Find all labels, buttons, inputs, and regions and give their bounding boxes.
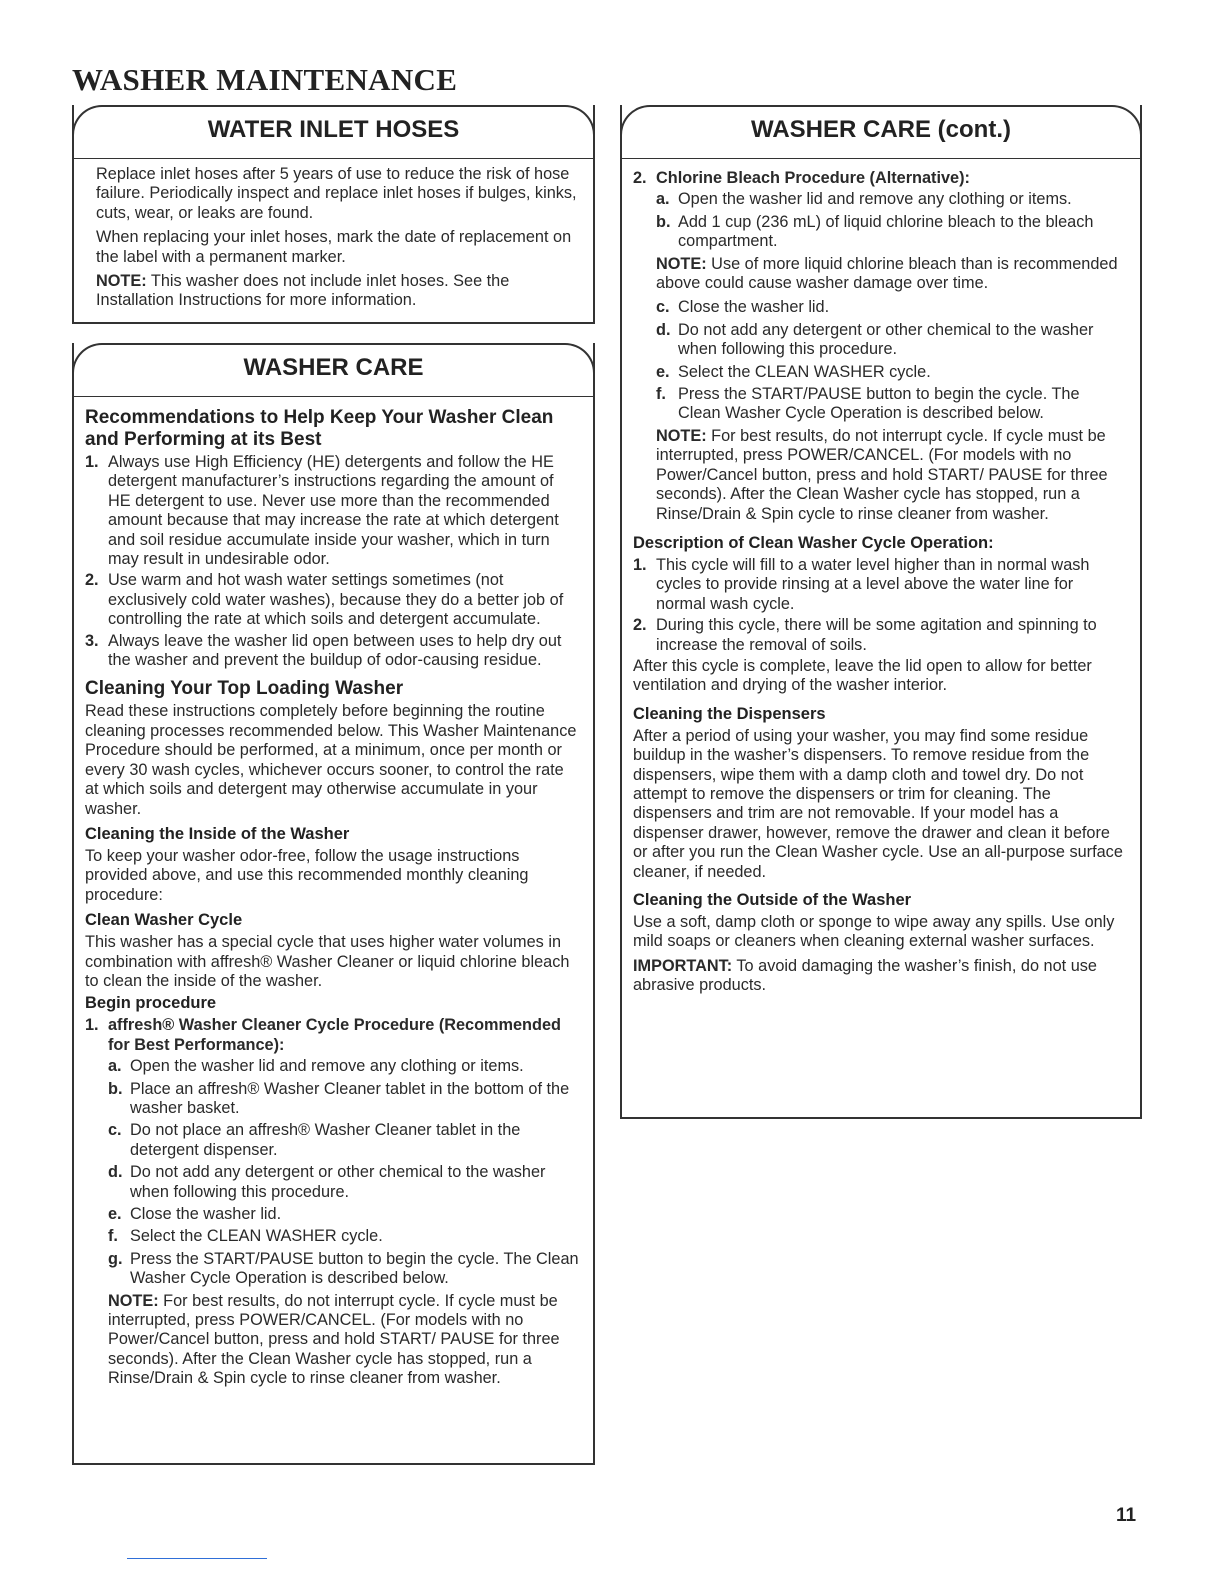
section-heading: WATER INLET HOSES	[207, 116, 460, 143]
paragraph: To keep your washer odor-free, follow the usage instructions provided above, and use this recommended monthly cleaning procedure:	[85, 846, 529, 904]
step-text: Do not add any detergent or other chemical to the washer when following this procedure.	[130, 1163, 546, 1201]
step-marker: b.	[656, 212, 671, 231]
step-item	[85, 1205, 579, 1224]
step-marker: a.	[108, 1057, 122, 1076]
note-label: NOTE:	[96, 272, 147, 291]
section-heading: WASHER CARE	[243, 354, 424, 381]
procedure-steps	[85, 1057, 579, 1288]
section-header	[72, 343, 595, 397]
step-marker: f.	[656, 385, 666, 404]
step-marker: c.	[656, 298, 670, 317]
washer-care-cont-section	[620, 105, 1142, 1119]
section-body	[74, 397, 593, 1463]
note-label: NOTE:	[656, 254, 707, 273]
note-text: This washer does not include inlet hoses. See the Installation Instructions for more information.	[96, 272, 510, 310]
list-item	[633, 556, 1126, 614]
step-item	[633, 298, 1126, 317]
step-text: Open the washer lid and remove any clothing or items.	[678, 190, 1072, 209]
step-text: Select the CLEAN WASHER cycle.	[130, 1227, 383, 1246]
list-marker: 1.	[633, 555, 647, 574]
step-marker: g.	[108, 1249, 123, 1268]
list-text: During this cycle, there will be some agitation and spinning to increase the removal of soils.	[656, 616, 1097, 654]
step-marker: f.	[108, 1227, 118, 1246]
section-heading: WASHER CARE (cont.)	[751, 116, 1011, 143]
step-item	[633, 321, 1126, 360]
procedure-title	[633, 169, 1126, 188]
step-item	[85, 1250, 579, 1289]
inside-heading: Cleaning the Inside of the Washer	[85, 824, 350, 843]
outside-heading: Cleaning the Outside of the Washer	[633, 891, 912, 909]
paragraph: This washer has a special cycle that uses higher water volumes in combination with affresh® Washer Cleaner or liquid chlorine bleach to clean the inside of the washer.	[85, 933, 570, 990]
step-text: Add 1 cup (236 mL) of liquid chlorine bleach to the bleach compartment.	[678, 212, 1094, 251]
step-item	[633, 190, 1126, 209]
step-text: Close the washer lid.	[130, 1205, 282, 1223]
recommendations-heading: Recommendations to Help Keep Your Washer Clean and Performing at its Best	[85, 407, 554, 450]
list-text: Use warm and hot wash water settings sometimes (not exclusively cold water washes), because they do a better job of controlling the rate at which soils and detergent accumulate.	[108, 571, 564, 629]
step-text: Open the washer lid and remove any clothing or items.	[130, 1057, 524, 1076]
important-note	[633, 957, 1126, 996]
step-item	[85, 1057, 579, 1076]
procedure-title-text: affresh® Washer Cleaner Cycle Procedure (Recommended for Best Performance):	[108, 1016, 561, 1054]
note	[633, 255, 1126, 294]
water-inlet-hoses-section	[72, 105, 595, 324]
list-marker: 3.	[85, 631, 99, 650]
paragraph: After a period of using your washer, you may find some residue buildup in the washer’s dispensers. To remove residue from the dispensers, wipe them with a damp cloth and towel dry. Do not attempt to remove the dispensers or trim for cleaning. The dispensers and trim are not removable. If your model has a dispenser drawer, however, remove the drawer and clean it before or after you run the Clean Washer cycle. Use an all-purpose surface cleaner, if needed.	[633, 726, 1123, 881]
important-text: To avoid damaging the washer’s finish, do not use abrasive products.	[633, 956, 1097, 995]
note-text: For best results, do not interrupt cycle. If cycle must be interrupted, press POWER/CANCEL. (For models with no Power/Cancel button, press and hold START/ PAUSE for three seconds). After the Clean Washer cycle has stopped, run a Rinse/Drain & Spin cycle to rinse cleaner from washer.	[108, 1291, 560, 1388]
footer-rule	[127, 1558, 267, 1559]
note-text: For best results, do not interrupt cycle. If cycle must be interrupted, press POWER/CANCEL. (For models with no Power/Cancel button, press and hold START/ PAUSE for three seconds). After the Clean Washer cycle has stopped, run a Rinse/Drain & Spin cycle to rinse cleaner from washer.	[656, 426, 1108, 523]
list-text: This cycle will fill to a water level higher than in normal wash cycles to provide rinsing at a level above the water line for normal wash cycle.	[656, 555, 1090, 613]
list-item	[85, 453, 579, 569]
washer-care-section	[72, 343, 595, 1465]
step-text: Press the START/PAUSE button to begin the cycle. The Clean Washer Cycle Operation is described below.	[130, 1249, 579, 1288]
step-text: Do not add any detergent or other chemical to the washer when following this procedure.	[678, 320, 1094, 359]
step-marker: c.	[108, 1121, 122, 1140]
step-text: Select the CLEAN WASHER cycle.	[678, 362, 931, 381]
list-text: Always leave the washer lid open between uses to help dry out the washer and prevent the buildup of odor-causing residue.	[108, 631, 562, 670]
step-text: Do not place an affresh® Washer Cleaner tablet in the detergent dispenser.	[130, 1121, 521, 1159]
step-item	[85, 1121, 579, 1160]
note	[85, 1292, 579, 1389]
procedure-title	[85, 1016, 579, 1055]
list-marker: 2.	[633, 616, 647, 635]
page-title: WASHER MAINTENANCE	[72, 62, 458, 97]
note-label: NOTE:	[656, 426, 707, 445]
step-text: Place an affresh® Washer Cleaner tablet in the bottom of the washer basket.	[130, 1079, 570, 1117]
recommendations-list	[85, 453, 579, 670]
paragraph: After this cycle is complete, leave the lid open to allow for better ventilation and drying of the washer interior.	[633, 656, 1092, 695]
dispensers-heading: Cleaning the Dispensers	[633, 704, 826, 723]
begin-heading: Begin procedure	[85, 994, 217, 1013]
list-item	[85, 632, 579, 671]
list-marker: 1.	[85, 453, 99, 471]
step-marker: e.	[108, 1205, 122, 1223]
note-label: NOTE:	[108, 1291, 159, 1310]
list-marker: 1.	[85, 1016, 99, 1035]
step-item	[85, 1227, 579, 1246]
list-text: Always use High Efficiency (HE) detergents and follow the HE detergent manufacturer’s instructions regarding the amount of HE detergent to use. Never use more than the recommended amount because that may increase the rate at which detergent and soil residue accumulate inside your washer, which in turn may result in undesirable odor.	[108, 453, 559, 569]
page-number: 11	[1116, 1505, 1137, 1526]
step-marker: a.	[656, 190, 670, 209]
paragraph: Replace inlet hoses after 5 years of use to reduce the risk of hose failure. Periodically inspect and replace inlet hoses if bulges, kinks, cuts, wear, or leaks are found.	[96, 165, 577, 222]
cleaning-heading: Cleaning Your Top Loading Washer	[85, 678, 404, 700]
step-marker: d.	[656, 320, 671, 339]
paragraph: Use a soft, damp cloth or sponge to wipe away any spills. Use only mild soaps or cleaners when cleaning external washer surfaces.	[633, 913, 1115, 951]
section-header	[620, 105, 1142, 159]
step-marker: b.	[108, 1079, 123, 1098]
step-text: Press the START/PAUSE button to begin the cycle. The Clean Washer Cycle Operation is described below.	[678, 385, 1080, 423]
step-item	[85, 1080, 579, 1119]
section-body	[622, 159, 1140, 1117]
note	[96, 272, 579, 311]
procedure-title-text: Chlorine Bleach Procedure (Alternative):	[656, 169, 970, 187]
list-item	[633, 616, 1126, 655]
note	[633, 427, 1126, 524]
paragraph: When replacing your inlet hoses, mark the date of replacement on the label with a permanent marker.	[96, 228, 572, 266]
important-label: IMPORTANT:	[633, 956, 733, 975]
step-item	[633, 363, 1126, 382]
step-item	[85, 1163, 579, 1202]
step-item	[633, 385, 1126, 424]
step-text: Close the washer lid.	[678, 298, 830, 317]
section-body	[74, 159, 593, 322]
list-marker: 2.	[633, 169, 647, 187]
step-marker: d.	[108, 1163, 123, 1182]
section-header	[72, 105, 595, 159]
list-item	[85, 571, 579, 629]
description-heading: Description of Clean Washer Cycle Operation:	[633, 533, 994, 552]
step-item	[633, 213, 1126, 252]
cycle-heading: Clean Washer Cycle	[85, 911, 243, 930]
step-marker: e.	[656, 362, 670, 381]
note-text: Use of more liquid chlorine bleach than is recommended above could cause washer damage over time.	[656, 254, 1118, 293]
paragraph: Read these instructions completely before beginning the routine cleaning processes recommended below. This Washer Maintenance Procedure should be performed, at a minimum, once per month or every 30 wash cycles, whichever occurs sooner, to control the rate at which soils and detergent may otherwise accumulate in your washer.	[85, 702, 577, 818]
list-marker: 2.	[85, 571, 99, 590]
